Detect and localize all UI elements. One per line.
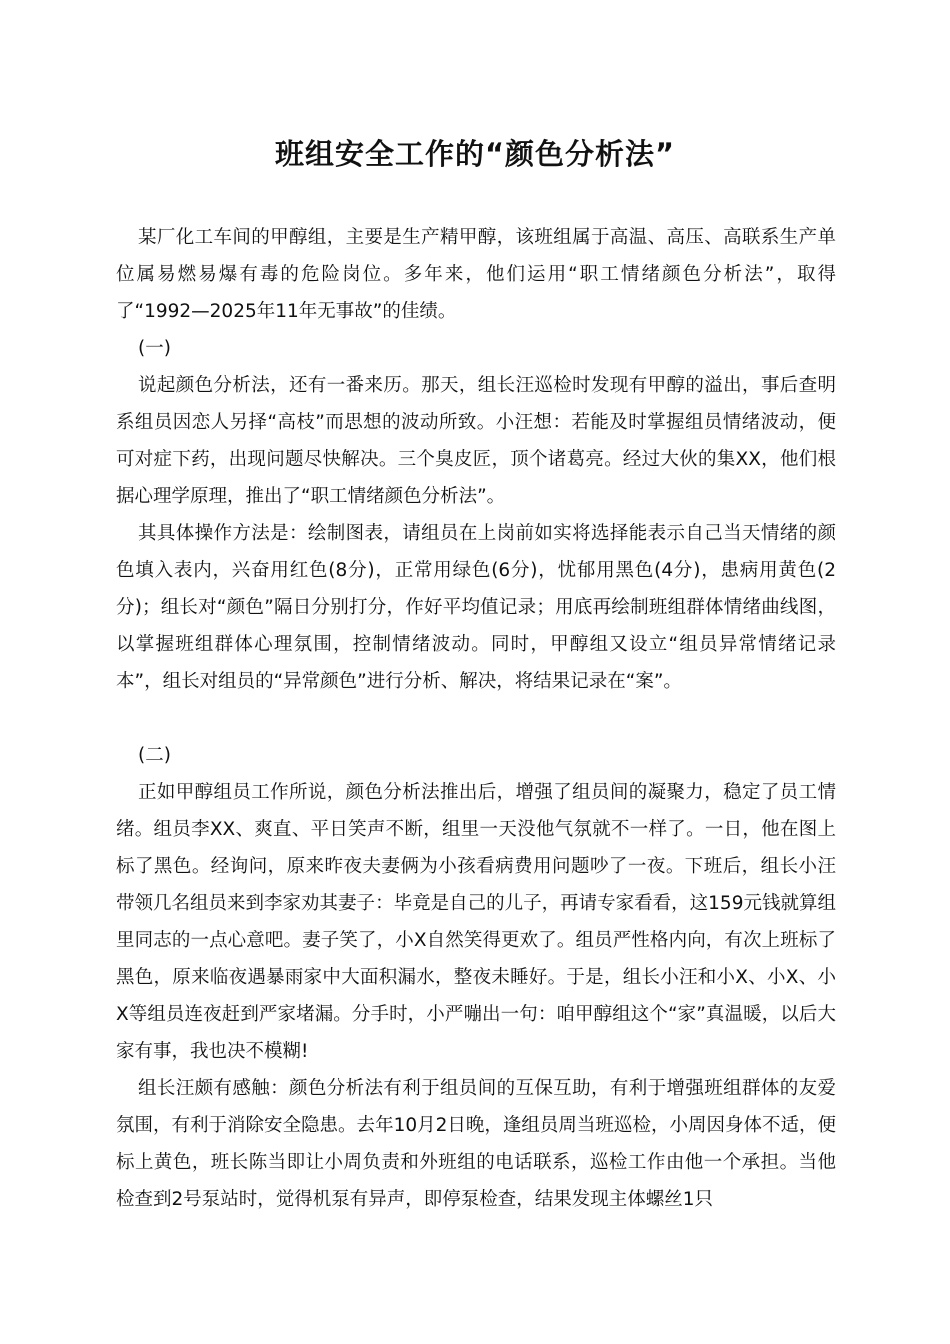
section-1-paragraph-2: 其具体操作方法是：绘制图表，请组员在上岗前如实将选择能表示自己当天情绪的颜色填入表内，兴奋用红色(8分)，正常用绿色(6分)，忧郁用黑色(4分)，患病用黄色(2分)；组长对“颜色”隔日分别打分，作好平均值记录；用底再绘制班组群体情绪曲线图，以掌握班组群体心理氛围，控制情绪波动。同时，甲醇组又设立“组员异常情绪记录本”，组长对组员的“异常颜色”进行分析、解决，将结果记录在“案”。	[116, 523, 836, 692]
section-2-paragraph-1: 正如甲醇组员工作所说，颜色分析法推出后，增强了组员间的凝聚力，稳定了员工情绪。组员李XX、爽直、平日笑声不断，组里一天没他气氛就不一样了。一日，他在图上标了黑色。经询问，原来昨夜夫妻俩为小孩看病费用问题吵了一夜。下班后，组长小汪带领几名组员来到李家劝其妻子：毕竟是自己的儿子，再请专家看看，这159元钱就算组里同志的一点心意吧。妻子笑了，小X自然笑得更欢了。组员严性格内向，有次上班标了黑色，原来临夜遇暴雨家中大面积漏水，整夜未睡好。于是，组长小汪和小X、小X、小X等组员连夜赶到严家堵漏。分手时，小严嘣出一句：咱甲醇组这个“家”真温暖，以后大家有事，我也决不模糊!	[116, 782, 836, 1062]
section-spacer	[116, 700, 836, 737]
document-title: 班组安全工作的“颜色分析法”	[274, 137, 676, 171]
section-1-paragraph-1: 说起颜色分析法，还有一番来历。那天，组长汪巡检时发现有甲醇的溢出，事后查明系组员因恋人另择“高枝”而思想的波动所致。小汪想：若能及时掌握组员情绪波动，便可对症下药，出现问题尽快解决。三个臭皮匠，顶个诸葛亮。经过大伙的集XX，他们根据心理学原理，推出了“职工情绪颜色分析法”。	[116, 375, 836, 507]
section-2-heading: (二)	[138, 745, 171, 766]
intro-paragraph: 某厂化工车间的甲醇组，主要是生产精甲醇，该班组属于高温、高压、高联系生产单位属易燃易爆有毒的危险岗位。多年来，他们运用“职工情绪颜色分析法”，取得了“1992—2025年11年无事故”的佳绩。	[116, 227, 836, 322]
section-2-paragraph-2: 组长汪颇有感触：颜色分析法有利于组员间的互保互助，有利于增强班组群体的友爱氛围，有利于消除安全隐患。去年10月2日晚，逢组员周当班巡检，小周因身体不适，便标上黄色，班长陈当即让小周负责和外班组的电话联系，巡检工作由他一个承担。当他检查到2号泵站时，觉得机泵有异声，即停泵检查，结果发现主体螺丝1只	[116, 1078, 836, 1210]
document-body	[116, 219, 836, 1218]
section-1-heading: (一)	[138, 338, 171, 359]
